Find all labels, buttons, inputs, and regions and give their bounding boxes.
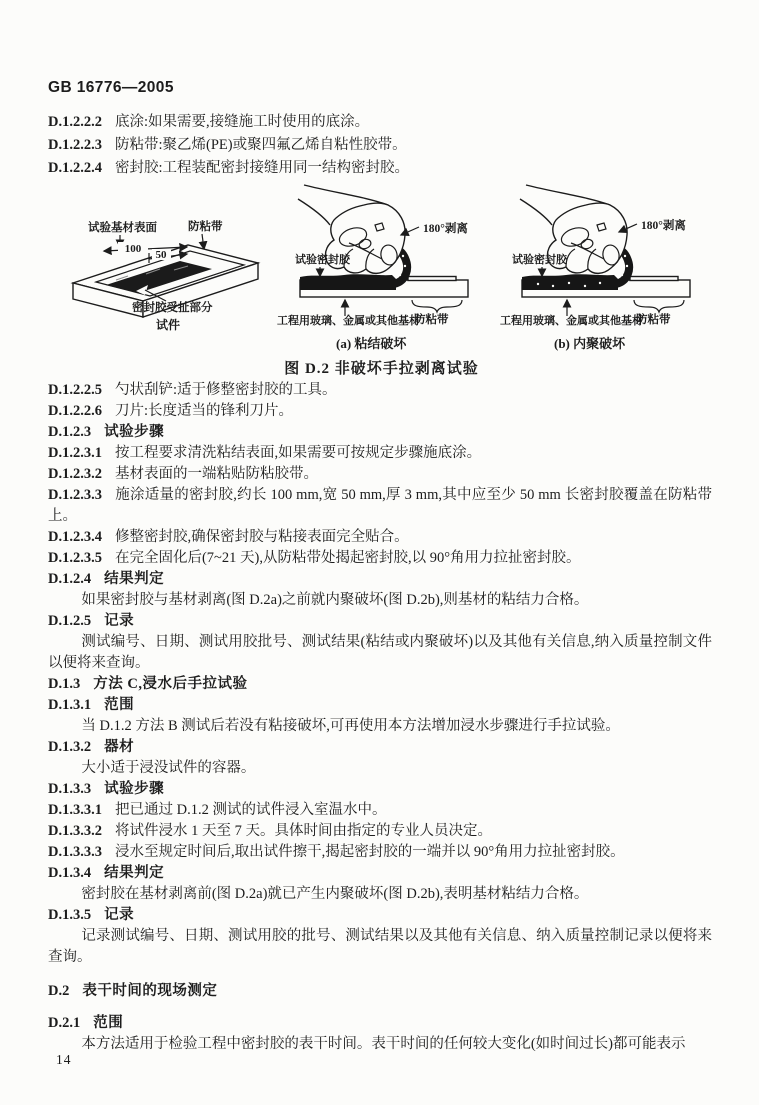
- subcaption-a: (a) 粘结破坏: [336, 336, 407, 351]
- heading-label: 结果判定: [104, 865, 165, 881]
- specimen-tape-label: 防粘带: [188, 221, 223, 233]
- clause-number: D.1.2.3: [48, 424, 92, 440]
- paragraph: [48, 443, 712, 464]
- sealant-label: 试验密封胶: [512, 254, 567, 266]
- heading-label: 范围: [104, 697, 135, 713]
- peel-direction-label: 180°剥离: [423, 223, 468, 235]
- paragraph-text: 大小适于浸没试件的容器。: [81, 760, 256, 776]
- clause-number: D.1.3.5: [48, 907, 92, 923]
- paragraph-text: 测试编号、日期、测试用胶批号、测试结果(粘结或内聚破坏)以及其他有关信息,纳入质量控制文件以便将来查询。: [48, 634, 712, 671]
- paragraph: [48, 111, 712, 134]
- paragraph: [48, 800, 712, 821]
- section-heading: [48, 863, 712, 884]
- clause-number: D.1.2.5: [48, 613, 92, 629]
- paragraph-text: 修整密封胶,确保密封胶与粘接表面完全贴合。: [114, 529, 409, 545]
- paragraph-text: 刀片:长度适当的锋利刀片。: [114, 403, 294, 419]
- paragraph-text: 把已通过 D.1.2 测试的试件浸入室温水中。: [114, 802, 387, 818]
- heading-label: 记录: [104, 613, 135, 629]
- paragraph-text: 密封胶:工程装配密封接缝用同一结构密封胶。: [114, 160, 410, 176]
- tape-brace: [412, 300, 462, 312]
- dim-50-label: 50: [155, 249, 167, 261]
- clause-number: D.1.2.2.6: [48, 403, 102, 419]
- paragraph: [48, 590, 712, 611]
- paragraph: [48, 134, 712, 157]
- specimen-surface-label: 试验基材表面: [88, 222, 157, 234]
- section-heading: [48, 611, 712, 632]
- figure-caption: 图 D.2 非破坏手拉剥离试验: [284, 361, 479, 377]
- clause-number: D.1.3.3: [48, 781, 92, 797]
- paragraph: [48, 380, 712, 401]
- peeling-hand: [298, 185, 407, 284]
- section-heading: [48, 569, 712, 590]
- subcaption-b: (b) 内聚破坏: [554, 336, 626, 351]
- heading-label: 表干时间的现场测定: [82, 983, 218, 999]
- specimen-pull-label: 密封胶受扯部分: [132, 302, 213, 314]
- tape-label: 防粘带: [414, 314, 449, 326]
- paragraph-text: 记录测试编号、日期、测试用胶的批号、测试结果以及其他有关信息、纳入质量控制记录以便将来查询。: [48, 928, 712, 965]
- clause-number: D.1.2.3.1: [48, 445, 102, 461]
- clause-number: D.1.2.3.3: [48, 487, 102, 503]
- paragraph: [48, 464, 712, 485]
- paragraph-text: 底涂:如果需要,接缝施工时使用的底涂。: [114, 114, 370, 130]
- clause-number: D.2.1: [48, 1015, 81, 1031]
- section-heading: [48, 779, 712, 800]
- specimen-figure: [73, 219, 258, 332]
- paragraph: [48, 1034, 712, 1055]
- paragraph-text: 将试件浸水 1 天至 7 天。具体时间由指定的专业人员决定。: [114, 823, 492, 839]
- section-heading: [48, 905, 712, 926]
- section-heading: [48, 981, 712, 1002]
- paragraph: [48, 548, 712, 569]
- paragraph-text: 浸水至规定时间后,取出试件擦干,揭起密封胶的一端并以 90°角用力拉扯密封胶。: [114, 844, 625, 860]
- clause-number: D.2: [48, 983, 70, 999]
- clause-number: D.1.2.3.4: [48, 529, 102, 545]
- clause-number: D.1.2.2.4: [48, 160, 102, 176]
- clause-number: D.1.2.3.2: [48, 466, 102, 482]
- peel-direction-label: 180°剥离: [641, 220, 686, 232]
- section-heading: [48, 422, 712, 443]
- clause-number: D.1.3.3.3: [48, 844, 102, 860]
- heading-label: 记录: [104, 907, 135, 923]
- section-heading: [48, 695, 712, 716]
- heading-label: 试验步骤: [104, 424, 165, 440]
- paragraph: [48, 632, 712, 674]
- paragraph-text: 勺状刮铲:适于修整密封胶的工具。: [114, 382, 337, 398]
- substrate-bar: [300, 267, 468, 316]
- paragraph-text: 如果密封胶与基材剥离(图 D.2a)之前就内聚破坏(图 D.2b),则基材的粘结力合格。: [81, 592, 589, 608]
- substrate-label: 工程用玻璃、金属或其他基材: [277, 315, 420, 327]
- tape-label: 防粘带: [636, 314, 671, 326]
- paragraph-text: 按工程要求清洗粘结表面,如果需要可按规定步骤施底涂。: [114, 445, 482, 461]
- clause-number: D.1.2.2.5: [48, 382, 102, 398]
- body-paragraphs: [48, 380, 712, 1055]
- paragraph-text: 本方法适用于检验工程中密封胶的表干时间。表干时间的任何较大变化(如时间过长)都可能表示: [81, 1036, 686, 1052]
- clause-number: D.1.3: [48, 676, 81, 692]
- paragraph: [48, 884, 712, 905]
- clause-number: D.1.2.2.2: [48, 114, 102, 130]
- clause-number: D.1.3.3.2: [48, 823, 102, 839]
- paragraph: [48, 157, 712, 180]
- heading-label: 试验步骤: [104, 781, 165, 797]
- sealant-layer: [300, 274, 396, 290]
- heading-label: 器材: [104, 739, 135, 755]
- clause-number: D.1.3.2: [48, 739, 92, 755]
- specimen-name-label: 试件: [156, 318, 181, 332]
- heading-label: 范围: [93, 1015, 124, 1031]
- peel-test-figure-b: [500, 185, 690, 351]
- clause-number: D.1.2.4: [48, 571, 92, 587]
- paragraph-text: 密封胶在基材剥离前(图 D.2a)就已产生内聚破坏(图 D.2b),表明基材粘结力合格。: [81, 886, 589, 902]
- substrate-label: 工程用玻璃、金属或其他基材: [500, 315, 643, 327]
- paragraph: [48, 401, 712, 422]
- page-number: 14: [56, 1052, 72, 1067]
- section-heading: [48, 674, 712, 695]
- heading-label: 方法 C,浸水后手拉试验: [93, 676, 248, 692]
- clause-number: D.1.2.2.3: [48, 137, 102, 153]
- clause-number: D.1.3.1: [48, 697, 92, 713]
- paragraph: [48, 926, 712, 968]
- clause-number: D.1.3.3.1: [48, 802, 102, 818]
- paragraph: [48, 716, 712, 737]
- paragraph: [48, 527, 712, 548]
- paragraph: [48, 842, 712, 863]
- standard-number-header: GB 16776—2005: [48, 79, 174, 96]
- paragraph-text: 在完全固化后(7~21 天),从防粘带处揭起密封胶,以 90°角用力拉扯密封胶。: [114, 550, 581, 566]
- heading-label: 结果判定: [104, 571, 165, 587]
- paragraph: [48, 758, 712, 779]
- paragraph-text: 防粘带:聚乙烯(PE)或聚四氟乙烯自粘性胶带。: [114, 137, 407, 153]
- paragraph: [48, 821, 712, 842]
- clause-number: D.1.3.4: [48, 865, 92, 881]
- section-heading: [48, 1013, 712, 1034]
- sealant-label: 试验密封胶: [295, 254, 350, 266]
- figure-d2: [48, 183, 715, 360]
- release-tape-piece: [408, 277, 456, 281]
- clause-number: D.1.2.3.5: [48, 550, 102, 566]
- figure-d2-svg: [48, 183, 715, 360]
- paragraph-text: 施涂适量的密封胶,约长 100 mm,宽 50 mm,厚 3 mm,其中应至少 50 mm 长密封胶覆盖在防粘带上。: [48, 487, 712, 524]
- paragraph-text: 当 D.1.2 方法 B 测试后若没有粘接破坏,可再使用本方法增加浸水步骤进行手拉试验。: [81, 718, 620, 734]
- paragraph: [48, 485, 712, 527]
- paragraph-text: 基材表面的一端粘贴防粘胶带。: [114, 466, 318, 482]
- section-heading: [48, 737, 712, 758]
- dim-100-label: 100: [124, 243, 142, 255]
- intro-paragraphs: [48, 111, 712, 180]
